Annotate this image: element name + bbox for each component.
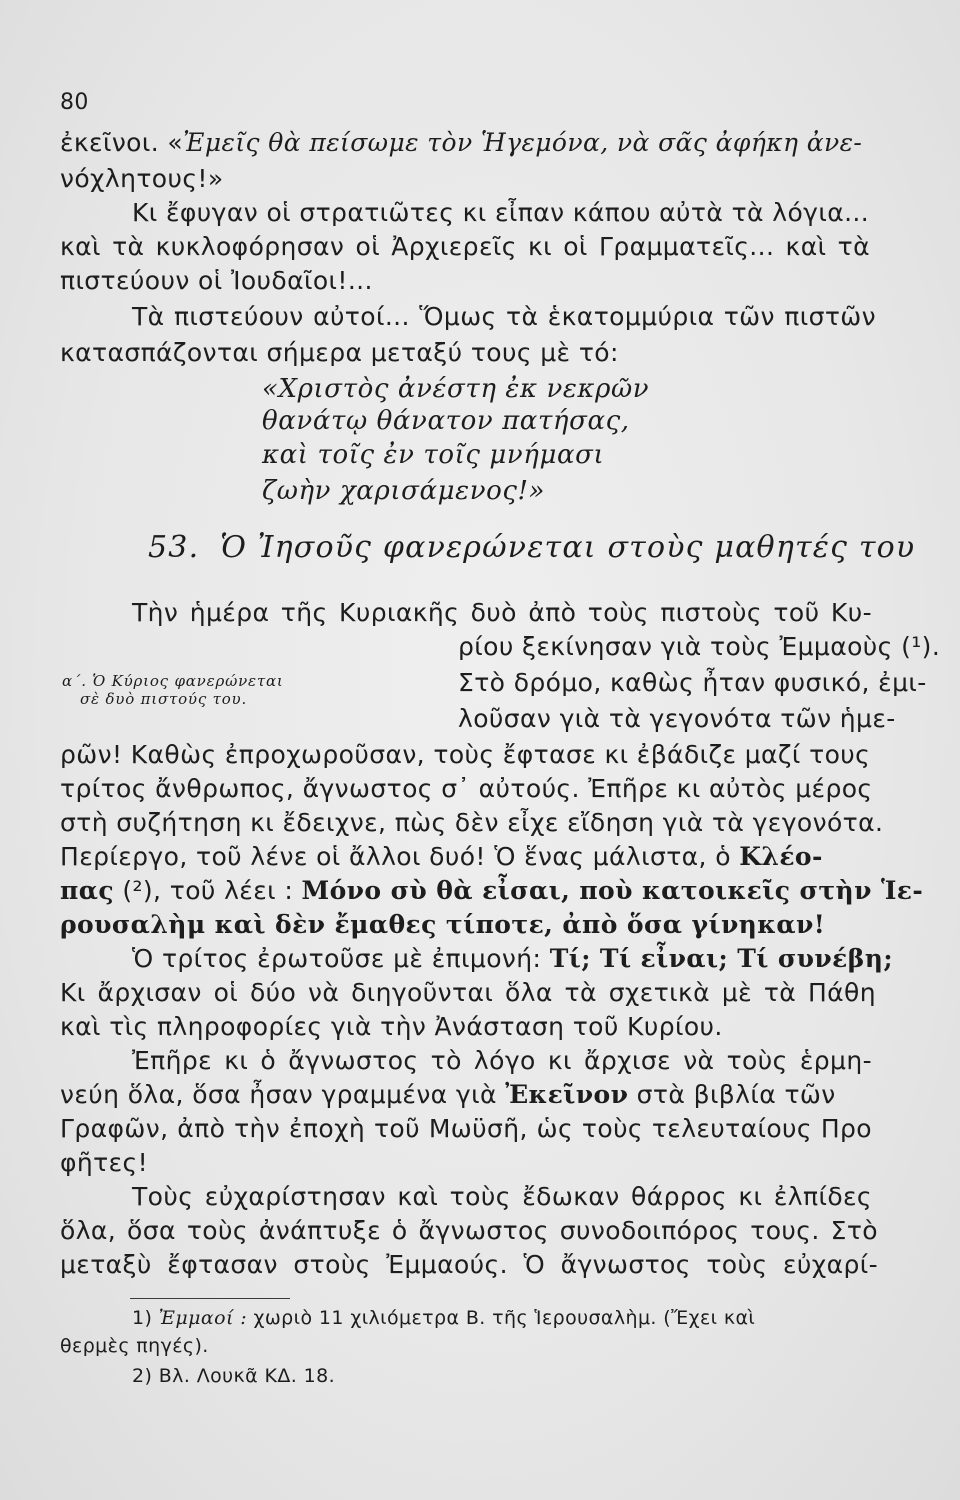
section-title: Ὁ Ἰησοῦς φανερώνεται στοὺς μαθητές του xyxy=(220,530,916,565)
para-line-7: στὴ συζήτηση κι ἔδειχνε, πὼς δὲν εἶχε εἴδηση γιὰ τὰ γεγονότα. xyxy=(60,808,884,837)
para-line-11 xyxy=(132,944,893,974)
para-line-9-name: πας xyxy=(60,876,114,905)
para-line-5: ρῶν! Καθὼς ἐπροχωροῦσαν, τοὺς ἔφτασε κι ἐβάδιζε μαζί τους xyxy=(60,740,871,769)
para-line-20: μεταξὺ ἔφτασαν στοὺς Ἐμμαούς. Ὁ ἄγνωστος τοὺς εὐχαρί- xyxy=(60,1250,878,1279)
para-line-15-text-a: νεύη ὅλα, ὅσα ἦσαν γραμμένα γιὰ xyxy=(60,1080,506,1109)
body-line-5: πιστεύουν οἱ Ἰουδαῖοι!... xyxy=(60,266,373,295)
footnote-2: 2) Βλ. Λουκᾶ ΚΔ. 18. xyxy=(132,1365,336,1387)
section-heading xyxy=(148,530,915,566)
para-line-3: Στὸ δρόμο, καθὼς ἦταν φυσικό, ἐμι- xyxy=(458,668,927,697)
para-line-6: τρίτος ἄνθρωπος, ἄγνωστος σ᾽ αὐτούς. Ἐπῆρε κι αὐτὸς μέρος xyxy=(60,774,873,803)
body-line-2: νόχλητους!» xyxy=(60,164,224,193)
para-line-15-bold: Ἐκεῖνον xyxy=(505,1080,629,1109)
footnote-1-text: χωριὸ 11 χιλιόμετρα Β. τῆς Ἱερουσαλὴμ. (Ἔχει καὶ xyxy=(247,1307,756,1329)
body-line-3: Κι ἔφυγαν οἱ στρατιῶτες κι εἶπαν κάπου αὐτὰ τὰ λόγια... xyxy=(132,198,870,227)
hymn-line-3: καὶ τοῖς ἐν τοῖς μνήμασι xyxy=(262,440,605,470)
para-line-18: Τοὺς εὐχαρίστησαν καὶ τοὺς ἔδωκαν θάρρος κι ἐλπίδες xyxy=(132,1182,872,1211)
page-number: 80 xyxy=(60,90,89,115)
footnote-1 xyxy=(132,1306,755,1330)
footnote-divider xyxy=(130,1298,290,1299)
body-line-1-quote: Ἐμεῖς θὰ πείσωμε τὸν Ἡγεμόνα, νὰ σᾶς ἀφήκη ἀνε- xyxy=(183,128,863,157)
para-line-2: ρίου ξεκίνησαν γιὰ τοὺς Ἐμμαοὺς (¹). xyxy=(458,632,941,661)
hymn-line-2: θανάτῳ θάνατον πατήσας, xyxy=(262,406,630,436)
para-line-17: φῆτες! xyxy=(60,1148,148,1177)
para-line-16: Γραφῶν, ἀπὸ τὴν ἐποχὴ τοῦ Μωϋσῆ, ὡς τοὺς τελευταίους Προ xyxy=(60,1114,872,1143)
section-number: 53. xyxy=(148,530,200,565)
sidenote-line-2: σὲ δυὸ πιστούς του. xyxy=(80,690,248,708)
para-line-12: Κι ἄρχισαν οἱ δύο νὰ διηγοῦνται ὅλα τὰ σχετικὰ μὲ τὰ Πάθη xyxy=(60,978,876,1007)
para-line-4: λοῦσαν γιὰ τὰ γεγονότα τῶν ἡμε- xyxy=(458,704,896,733)
para-line-1: Τὴν ἡμέρα τῆς Κυριακῆς δυὸ ἀπὸ τοὺς πιστοὺς τοῦ Κυ- xyxy=(132,598,872,627)
body-line-1-plain: ἐκεῖνοι. « xyxy=(60,128,184,157)
footnote-1-continuation: θερμὲς πηγές). xyxy=(60,1335,209,1357)
para-line-8 xyxy=(60,842,823,872)
para-line-9-text: (²), τοῦ λέει : xyxy=(113,876,302,905)
footnote-1-term: Ἐμμαοί : xyxy=(158,1307,248,1329)
body-line-1 xyxy=(60,128,862,158)
para-line-8-name: Κλέο- xyxy=(739,842,823,871)
para-line-11-question: Τί; Τί εἶναι; Τί συνέβη; xyxy=(549,944,893,973)
body-line-7: κατασπάζονται σήμερα μεταξύ τους μὲ τό: xyxy=(60,338,619,367)
body-line-6: Τὰ πιστεύουν αὐτοί... Ὅμως τὰ ἑκατομμύρια τῶν πιστῶν xyxy=(132,302,876,331)
para-line-8-text: Περίεργο, τοῦ λένε οἱ ἄλλοι δυό! Ὁ ἕνας μάλιστα, ὁ xyxy=(60,842,740,871)
para-line-13: καὶ τὶς πληροφορίες γιὰ τὴν Ἀνάσταση τοῦ Κυρίου. xyxy=(60,1012,723,1041)
para-line-10: ρουσαλὴμ καὶ δὲν ἔμαθες τίποτε, ἀπὸ ὅσα γίνηκαν! xyxy=(60,910,826,939)
para-line-9 xyxy=(60,876,923,906)
para-line-19: ὅλα, ὅσα τοὺς ἀνάπτυξε ὁ ἄγνωστος συνοδοιπόρος τους. Στὸ xyxy=(60,1216,878,1245)
sidenote-line-1: α΄. Ὁ Κύριος φανερώνεται xyxy=(62,672,284,690)
body-line-4: καὶ τὰ κυκλοφόρησαν οἱ Ἀρχιερεῖς κι οἱ Γραμματεῖς... καὶ τὰ xyxy=(60,232,870,261)
para-line-15-text-b: στὰ βιβλία τῶν xyxy=(628,1080,836,1109)
para-line-14: Ἐπῆρε κι ὁ ἄγνωστος τὸ λόγο κι ἄρχισε νὰ τοὺς ἑρμη- xyxy=(132,1046,872,1075)
hymn-line-1: «Χριστὸς ἀνέστη ἐκ νεκρῶν xyxy=(262,374,650,404)
hymn-line-4: ζωὴν χαρισάμενος!» xyxy=(262,476,546,506)
footnote-1-number: 1) xyxy=(132,1307,153,1329)
para-line-11-text: Ὁ τρίτος ἐρωτοῦσε μὲ ἐπιμονή: xyxy=(132,944,550,973)
para-line-9-quote: Μόνο σὺ θὰ εἶσαι, ποὺ κατοικεῖς στὴν Ἱε- xyxy=(301,876,924,905)
para-line-15 xyxy=(60,1080,836,1110)
